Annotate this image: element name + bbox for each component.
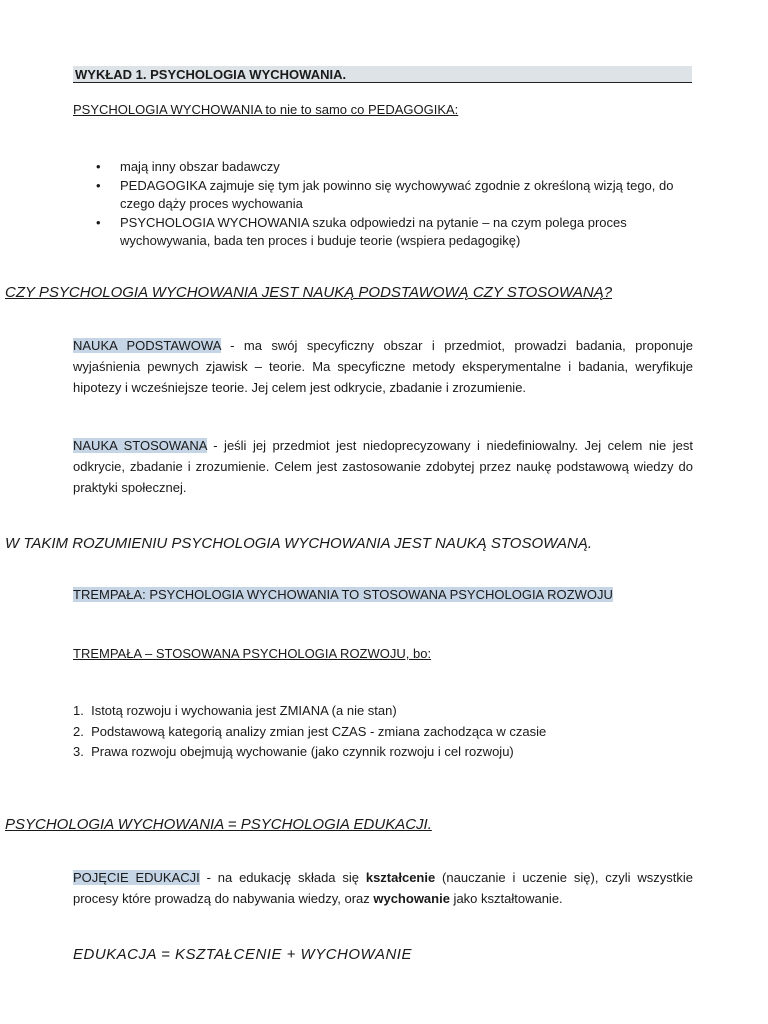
numbered-list [73, 701, 693, 763]
basic-science-text: - ma swój specyficzny obszar i przedmiot, prowadzi badania, proponuje wyjaśnienia pewnych zjawisk – teorie. Ma specyficzne metody eksperymentalne i badania, weryfikuje hipotezy i wcześniejsze teorie. Jej celem jest odkrycie, zbadanie i zrozumienie. [73, 338, 693, 395]
basic-science-term: NAUKA PODSTAWOWA [73, 338, 221, 353]
education-formula: EDUKACJA = KSZTAŁCENIE + WYCHOWANIE [73, 946, 412, 963]
education-paragraph: POJĘCIE EDUKACJI - na edukację składa się kształcenie (nauczanie i uczenie się), czyli wszystkie procesy które prowadzą do nabywania wiedzy, oraz wychowanie jako kształtowanie. [73, 870, 694, 906]
basic-science-paragraph [73, 335, 693, 398]
applied-science-term: NAUKA STOSOWANA [73, 438, 207, 453]
bullet-icon: • [96, 214, 101, 230]
bullet-icon: • [96, 159, 101, 174]
bullet-list [73, 158, 693, 251]
applied-science-paragraph [73, 435, 693, 498]
trempala-statement: TREMPAŁA: PSYCHOLOGIA WYCHOWANIA TO STOSOWANA PSYCHOLOGIA ROZWOJU [73, 587, 613, 602]
subtitle: PSYCHOLOGIA WYCHOWANIA to nie to samo co PEDAGOGIKA: [73, 102, 459, 117]
question-heading: CZY PSYCHOLOGIA WYCHOWANIA JEST NAUKĄ PODSTAWOWĄ CZY STOSOWANĄ? [5, 284, 613, 301]
list-item: • PEDAGOGIKA zajmuje się tym jak powinno się wychowywać zgodnie z określoną wizją tego, do czego dąży proces wychowania [96, 177, 674, 211]
document-title: WYKŁAD 1. PSYCHOLOGIA WYCHOWANIA. [73, 66, 692, 83]
list-item: • mają inny obszar badawczy [73, 158, 693, 177]
list-item: 1. Istotą rozwoju i wychowania jest ZMIANA (a nie stan) [73, 703, 397, 718]
equality-heading: PSYCHOLOGIA WYCHOWANIA = PSYCHOLOGIA EDUKACJI. [5, 816, 432, 833]
bullet-icon: • [96, 177, 101, 193]
education-term: POJĘCIE EDUKACJI [73, 870, 200, 885]
list-item: 2. Podstawową kategorią analizy zmian jest CZAS - zmiana zachodząca w czasie [73, 723, 547, 739]
trempala-reason-heading: TREMPAŁA – STOSOWANA PSYCHOLOGIA ROZWOJU, bo: [73, 646, 432, 661]
applied-science-text: - jeśli jej przedmiot jest niedoprecyzowany i niedefiniowalny. Jej celem nie jest odkrycie, zbadanie i zrozumienie. Celem jest zastosowanie zdobytej przez naukę podstawową wiedzy do praktyki społecznej. [73, 438, 693, 495]
conclusion-heading: W TAKIM ROZUMIENIU PSYCHOLOGIA WYCHOWANIA JEST NAUKĄ STOSOWANĄ. [5, 535, 593, 552]
list-item: 3. Prawa rozwoju obejmują wychowanie (jako czynnik rozwoju i cel rozwoju) [73, 744, 514, 759]
list-item: • PSYCHOLOGIA WYCHOWANIA szuka odpowiedzi na pytanie – na czym polega proces wychowywania, bada ten proces i buduje teorie (wspiera pedagogikę) [96, 214, 627, 248]
